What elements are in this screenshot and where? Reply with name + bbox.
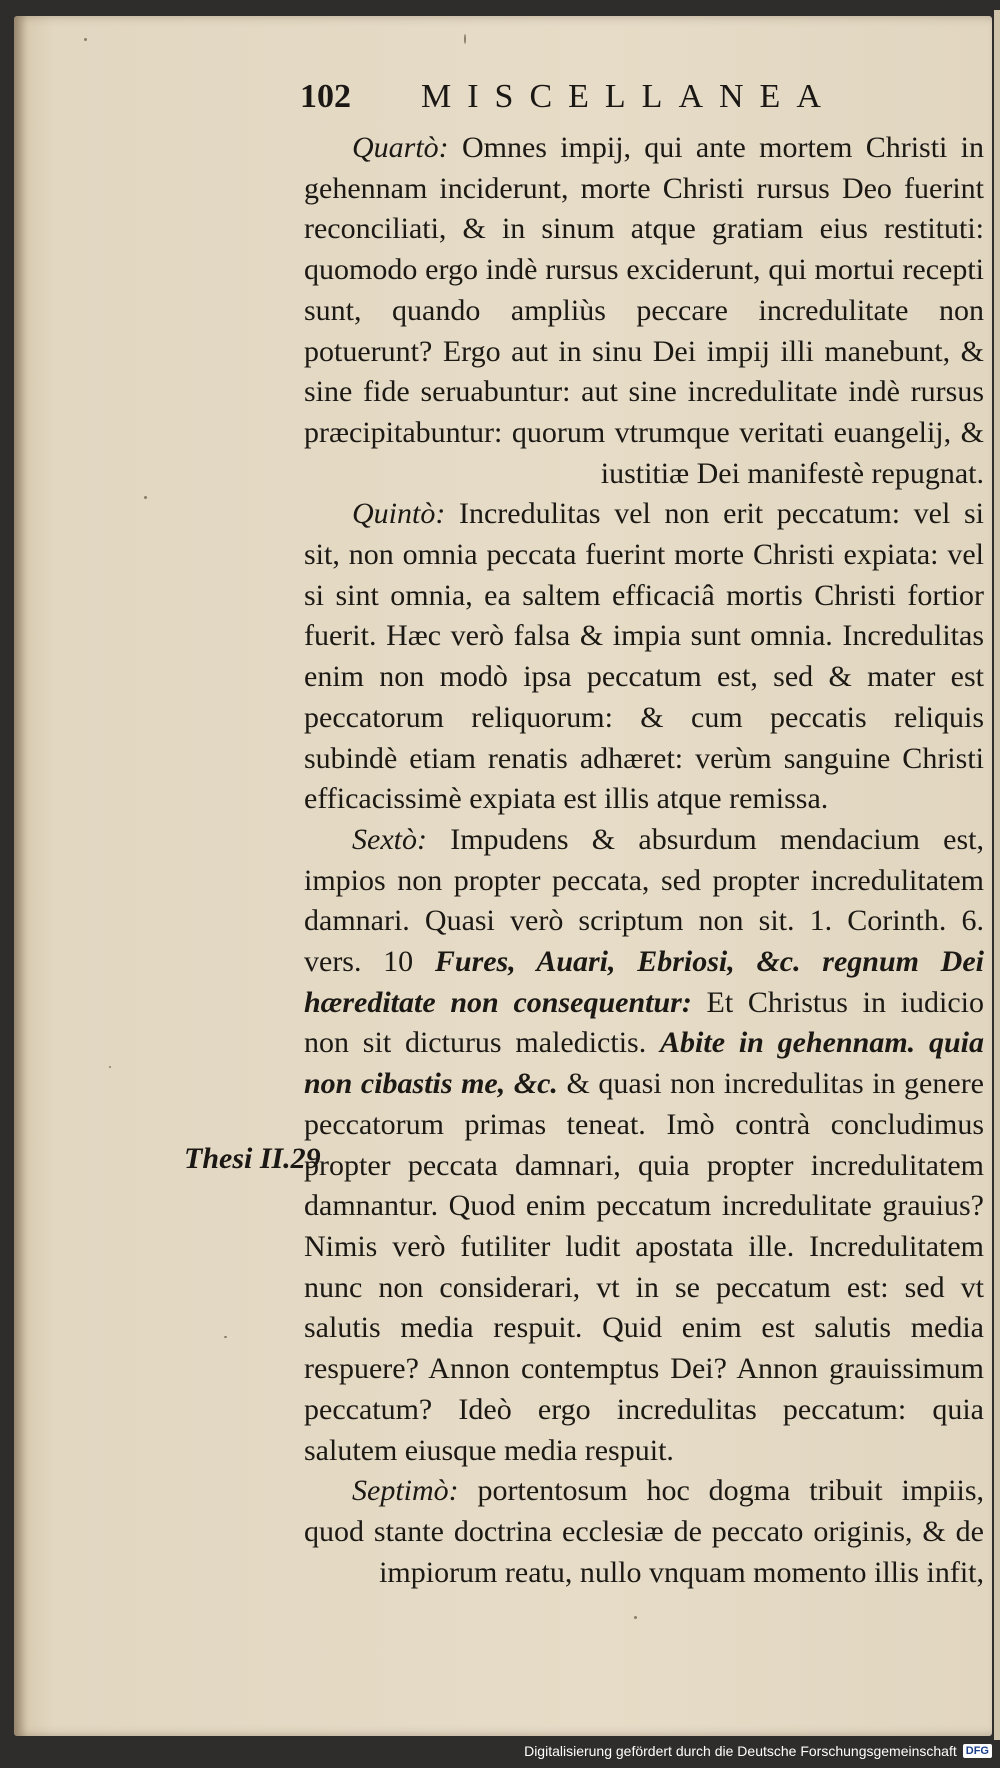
page-number: 102: [300, 78, 351, 115]
paragraph-quarto: [304, 128, 984, 494]
dfg-logo-icon: DFG: [963, 1744, 992, 1758]
marginal-note: Thesi II.29: [184, 1142, 321, 1175]
footer-credit: Digitalisierung gefördert durch die Deutsche Forschungsgemeinschaft: [524, 1743, 957, 1759]
paragraph-lead: Quartò:: [352, 131, 449, 164]
paragraph-text: Incredulitas vel non erit peccatum: vel si sit, non omnia peccata fuerint morte Christi expiata: vel si sint omnia, ea saltem efficaciâ mortis Christi fortior fuerit. Hæc verò falsa & impia sunt omnia. Incredulitas enim non modò ipsa peccatum est, sed & mater est peccatorum reliquorum: & cum peccatis reliquis subindè etiam renatis adhæret: verùm sanguine Christi efficacissimè expiata est illis atque remissa.: [304, 497, 984, 816]
scripture-quote: Abite in gehennam. quia non cibastis me, &c.: [304, 1026, 984, 1101]
paragraph-lead: Septimò:: [352, 1474, 459, 1508]
paragraph-lead: Quintò:: [352, 497, 446, 531]
body-text: [304, 128, 984, 1593]
paragraph-text: Impudens & absurdum mendacium est, impios non propter peccata, sed propter incredulitatem damnari. Quasi verò scriptum non sit. 1. Corinth. 6. vers. 10: [304, 822, 984, 979]
paragraph-lead: Sextò:: [352, 822, 427, 856]
paragraph-septimo: [304, 1471, 984, 1593]
scripture-quote: Fures, Auari, Ebriosi, &c. regnum Dei hæreditate non consequentur:: [304, 945, 984, 1019]
paragraph-quinto: [304, 494, 984, 820]
page-header: [300, 78, 837, 128]
paragraph-text: Et Christus in iudicio non sit dicturus maledictis.: [304, 985, 984, 1060]
paragraph-text: & quasi non incredulitas in genere peccatorum primas teneat. Imò contrà concludimus propter peccata damnari, quia propter incredulitatem damnantur. Quod enim peccatum incredulitate grauius? Nimis verò futiliter ludit apostata ille. Incredulitatem nunc non considerari, vt in se peccatum est: sed vt salutis media respuit. Quid enim est salutis media respuere? Annon contemptus Dei? Annon grauissimum peccatum? Ideò ergo incredulitas peccatum: quia salutem eiusque media respuit.: [304, 1067, 984, 1467]
paragraph-text: portentosum hoc dogma tribuit impiis, quod stante doctrina ecclesiæ de peccato originis, & de impiorum reatu, nullo vnquam momento illis infit,: [304, 1474, 984, 1589]
paragraph-text: Omnes impij, qui ante mortem Christi in gehennam inciderunt, morte Christi rursus Deo fuerint reconciliati, & in sinum atque gratiam eius restituti: quomodo ergo indè rursus exciderunt, qui mortui recepti sunt, quando ampliùs peccare incredulitate non potuerunt? Ergo aut in sinu Dei impij illi manebunt, & sine fide seruabuntur: aut sine incredulitate indè rursus præcipitabuntur: quorum vtrumque veritati euangelij, & iustitiæ Dei manifestè repugnat.: [304, 131, 984, 490]
paragraph-sexto: [304, 820, 984, 1471]
digitization-footer: [524, 1740, 992, 1762]
page-edge: [994, 10, 1000, 1740]
running-title: MISCELLANEA: [421, 78, 837, 115]
